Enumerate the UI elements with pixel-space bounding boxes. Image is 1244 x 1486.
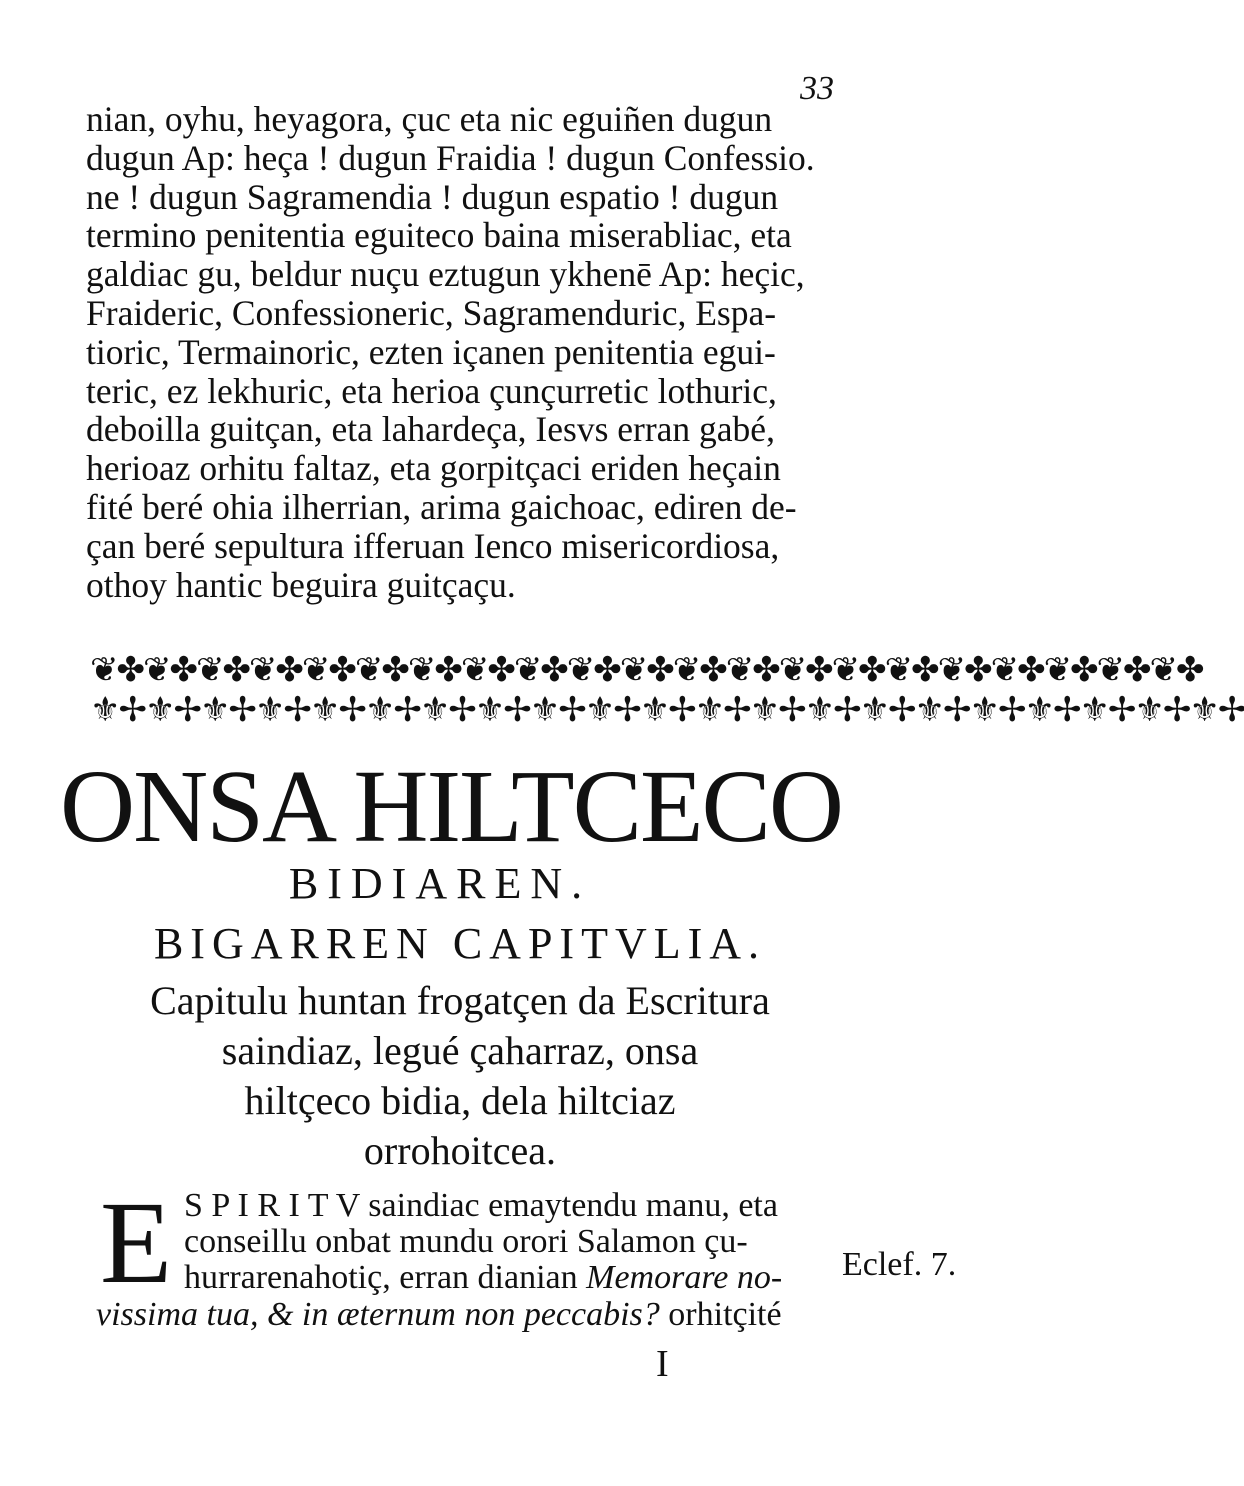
- chapter-title: BIGARREN CAPITVLIA.: [153, 919, 767, 968]
- body-line: dugun Ap: heça ! dugun Fraidia ! dugun Confessio.: [86, 137, 815, 178]
- opening-line: S P I R I T V saindiac emaytendu manu, eta: [184, 1187, 778, 1224]
- opening-paragraph: [184, 1188, 844, 1296]
- body-line: teric, ez lekhuric, eta herioa çunçurretic lothuric,: [86, 370, 777, 411]
- drop-cap: E: [100, 1177, 173, 1308]
- ornament-border-top: ❦✤❦✤❦✤❦✤❦✤❦✤❦✤❦✤❦✤❦✤❦✤❦✤❦✤❦✤❦✤❦✤❦✤❦✤❦✤❦✤❦✤: [90, 650, 1203, 690]
- margin-reference: Eclef. 7.: [842, 1246, 957, 1283]
- body-line: tioric, Termainoric, ezten içanen penitentia egui-: [86, 331, 776, 372]
- body-line: termino penitentia eguiteco baina miserabliac, eta: [86, 215, 792, 256]
- body-line: herioaz orhitu faltaz, eta gorpitçaci eriden heçain: [86, 448, 781, 489]
- chapter-summary-line: saindiaz, legué çaharraz, onsa: [221, 1028, 699, 1073]
- body-line: ne ! dugun Sagramendia ! dugun espatio ! dugun: [86, 176, 779, 217]
- body-line: fité beré ohia ilherrian, arima gaichoac, ediren de-: [86, 486, 797, 527]
- opening-line: [184, 1260, 844, 1296]
- page-number: 33: [800, 70, 834, 107]
- opening-line-text: hurrarenahotiç, erran dianian: [184, 1259, 578, 1296]
- closing-line-text: orhitçité: [659, 1296, 782, 1333]
- chapter-summary-line: hiltçeco bidia, dela hiltciaz: [244, 1078, 676, 1123]
- chapter-summary-line: orrohoitcea.: [363, 1128, 557, 1173]
- body-line: othoy hantic beguira guitçaçu.: [86, 564, 516, 605]
- section-subheading: BIDIAREN.: [288, 859, 592, 908]
- section-heading: ONSA HILTCECO: [60, 749, 843, 864]
- body-line: çan beré sepultura ifferuan Ienco misericordiosa,: [86, 525, 780, 566]
- opening-line: conseillu onbat mundu orori Salamon çu-: [184, 1223, 748, 1260]
- latin-quote-end: vissima tua, & in æternum non peccabis?: [96, 1296, 660, 1333]
- chapter-summary: [60, 976, 860, 1176]
- body-line: Fraideric, Confessioneric, Sagramenduric, Espa-: [86, 292, 777, 333]
- body-paragraph: [86, 100, 846, 604]
- latin-quote-start: Memorare no-: [586, 1259, 783, 1296]
- body-line: galdiac gu, beldur nuçu eztugun ykhenē Ap: heçic,: [86, 254, 805, 295]
- body-line: nian, oyhu, heyagora, çuc eta nic eguiñen dugun: [86, 99, 773, 139]
- ornament-border-bottom: ⚜✢⚜✢⚜✢⚜✢⚜✢⚜✢⚜✢⚜✢⚜✢⚜✢⚜✢⚜✢⚜✢⚜✢⚜✢⚜✢⚜✢⚜✢⚜✢⚜✢⚜✢: [90, 690, 1244, 730]
- closing-line: [96, 1297, 836, 1333]
- signature-mark: I: [656, 1343, 669, 1385]
- chapter-summary-line: Capitulu huntan frogatçen da Escritura: [150, 978, 770, 1023]
- body-line: deboilla guitçan, eta lahardeça, Iesvs erran gabé,: [86, 409, 775, 450]
